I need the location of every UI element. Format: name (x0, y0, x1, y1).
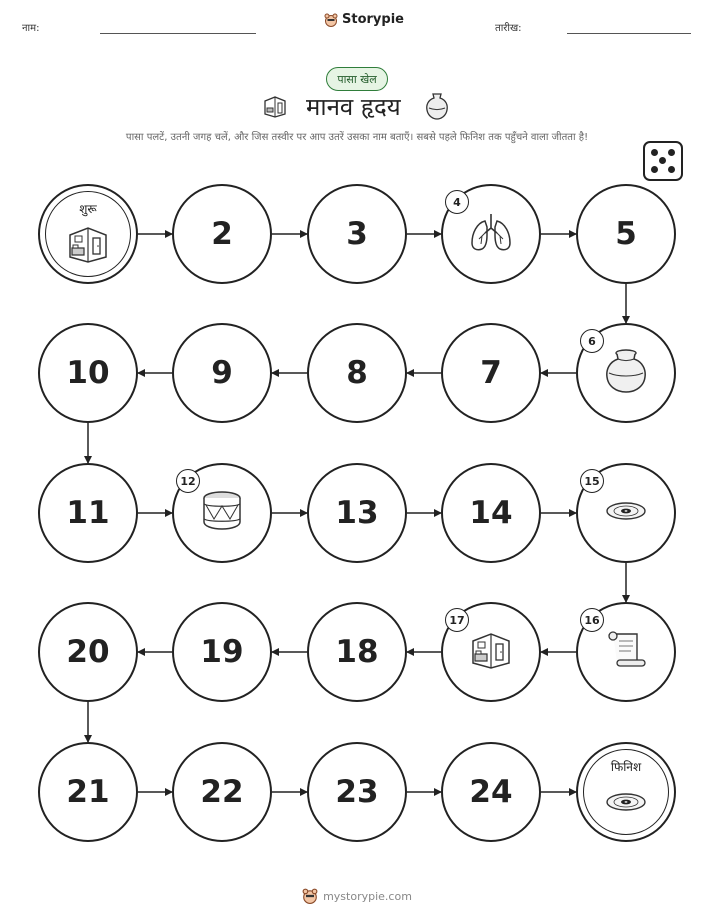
space-number: 22 (200, 774, 244, 810)
space-number: 20 (66, 634, 110, 670)
space-number: 24 (469, 774, 513, 810)
board-space-19 (172, 602, 272, 702)
name-label: नाम: (22, 23, 40, 34)
space-number: 23 (335, 774, 379, 810)
board-space-7 (441, 323, 541, 423)
start-label: शुरू (79, 202, 97, 216)
board-space-8 (307, 323, 407, 423)
board-space-15 (576, 463, 676, 563)
board-space-13 (307, 463, 407, 563)
board-space-3 (307, 184, 407, 284)
board-space-23 (307, 742, 407, 842)
game-type-badge: पासा खेल (326, 67, 388, 91)
start-space (38, 184, 138, 284)
board-space-6 (576, 323, 676, 423)
board-space-18 (307, 602, 407, 702)
space-number: 10 (66, 355, 110, 391)
drum-icon (199, 489, 245, 537)
space-number-badge: 16 (580, 608, 604, 632)
board-space-12 (172, 463, 272, 563)
lungs-icon (468, 211, 514, 257)
space-number-badge: 6 (580, 329, 604, 353)
disc-icon (605, 499, 647, 527)
space-number: 7 (480, 355, 502, 391)
space-number: 13 (335, 495, 379, 531)
space-number-badge: 4 (445, 190, 469, 214)
pot-icon (604, 347, 648, 399)
space-number: 8 (346, 355, 368, 391)
date-label: तारीख: (495, 23, 522, 34)
board-space-5 (576, 184, 676, 284)
space-number-badge: 15 (580, 469, 604, 493)
room-icon (66, 224, 110, 268)
page-title: मानव हृदय (306, 93, 401, 121)
storypie-mascot-icon (302, 888, 318, 904)
space-number: 2 (211, 216, 233, 252)
instructions: पासा पलटें, उतनी जगह चलें, और जिस तस्वीर पर आप उतरें उसका नाम बताएँ। सबसे पहले फिनिश तक पहुँचने वाला जीतता है! (125, 132, 589, 143)
space-number: 18 (335, 634, 379, 670)
space-number: 9 (211, 355, 233, 391)
space-number: 19 (200, 634, 244, 670)
finish-space (576, 742, 676, 842)
board-space-24 (441, 742, 541, 842)
board-space-22 (172, 742, 272, 842)
board-space-11 (38, 463, 138, 563)
board-space-4 (441, 184, 541, 284)
space-number: 3 (346, 216, 368, 252)
space-number-badge: 17 (445, 608, 469, 632)
board-space-21 (38, 742, 138, 842)
disc-icon (605, 790, 647, 818)
board-space-16 (576, 602, 676, 702)
scroll-icon (603, 628, 649, 676)
space-number: 5 (615, 216, 637, 252)
space-number: 11 (66, 495, 110, 531)
brand-name: Storypie (342, 12, 404, 27)
board-space-20 (38, 602, 138, 702)
space-number: 14 (469, 495, 513, 531)
board-space-14 (441, 463, 541, 563)
space-number: 21 (66, 774, 110, 810)
footer (0, 888, 714, 904)
footer-url: mystorypie.com (323, 889, 412, 903)
board-space-17 (441, 602, 541, 702)
finish-label: फिनिश (610, 760, 642, 774)
board-space-2 (172, 184, 272, 284)
board-space-9 (172, 323, 272, 423)
space-number-badge: 12 (176, 469, 200, 493)
board-space-10 (38, 323, 138, 423)
room-icon (469, 630, 513, 674)
